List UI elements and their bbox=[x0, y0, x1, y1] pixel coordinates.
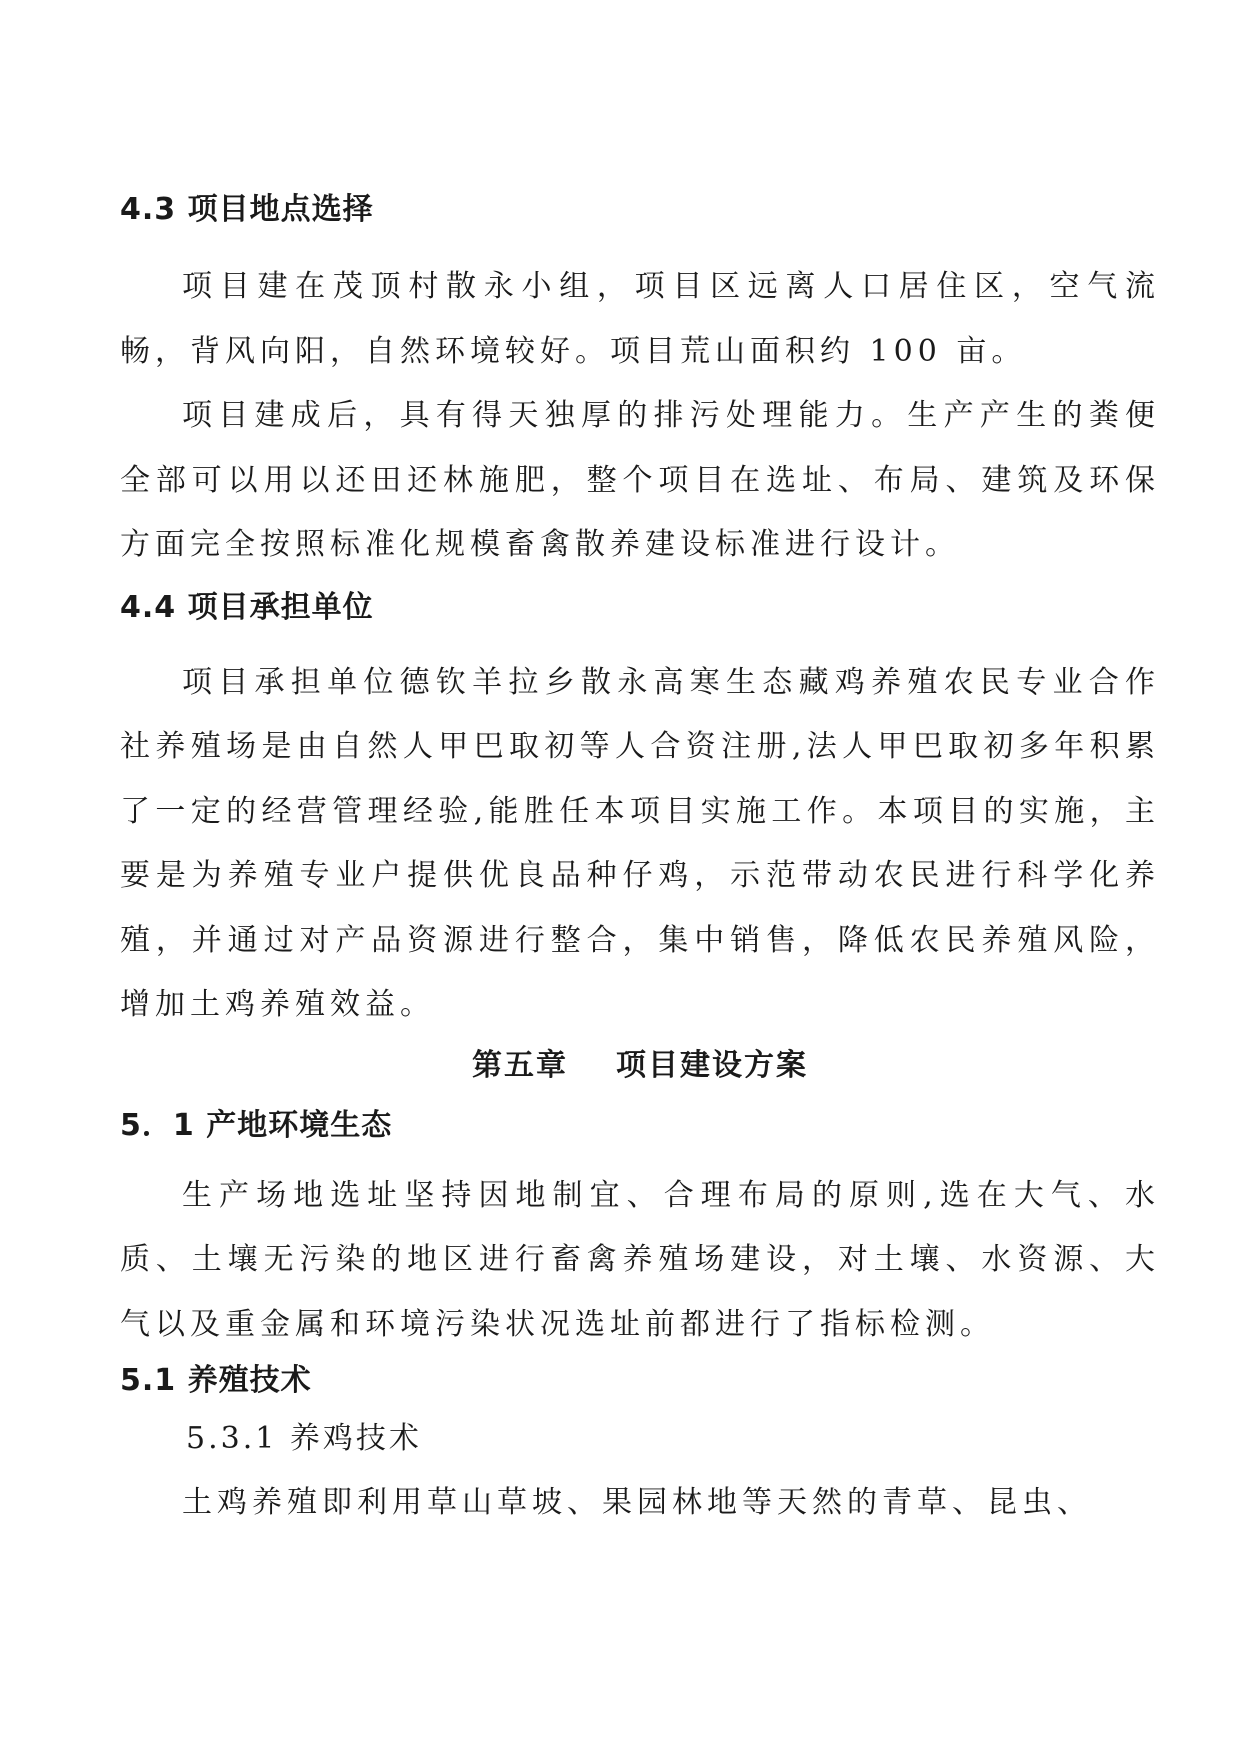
document-page bbox=[120, 188, 1160, 1536]
section-heading-4-3: 4.3 项目地点选择 bbox=[120, 192, 374, 227]
chapter-title bbox=[120, 1044, 1160, 1088]
chapter-name: 项目建设方案 bbox=[616, 1047, 808, 1083]
paragraph: 项目建成后，具有得天独厚的排污处理能力。生产产生的粪便全部可以用以还田还林施肥，整个项目在选址、布局、建筑及环保方面完全按照标准化规模畜禽散养建设标准进行设计。 bbox=[120, 398, 1160, 562]
paragraph: 项目建在茂顶村散永小组，项目区远离人口居住区，空气流畅，背风向阳，自然环境较好。项目荒山面积约 100 亩。 bbox=[120, 269, 1160, 369]
section-heading-5-1-environment: 5．1 产地环境生态 bbox=[120, 1107, 393, 1143]
paragraph: 项目承担单位德钦羊拉乡散永高寒生态藏鸡养殖农民专业合作社养殖场是由自然人甲巴取初等人合资注册,法人甲巴取初多年积累了一定的经营管理经验,能胜任本项目实施工作。本项目的实施，主要是为养殖专业户提供优良品种仔鸡，示范带动农民进行科学化养殖，并通过对产品资源进行整合，集中销售，降低农民养殖风险，增加土鸡养殖效益。 bbox=[120, 664, 1160, 1022]
chapter-number: 第五章 bbox=[472, 1047, 568, 1083]
paragraph: 生产场地选址坚持因地制宜、合理布局的原则,选在大气、水质、土壤无污染的地区进行畜禽养殖场建设，对土壤、水资源、大气以及重金属和环境污染状况选址前都进行了指标检测。 bbox=[120, 1177, 1160, 1342]
paragraph: 土鸡养殖即利用草山草坡、果园林地等天然的青草、昆虫、 bbox=[182, 1485, 1092, 1520]
subsection-heading: 5.3.1 养鸡技术 bbox=[186, 1421, 422, 1456]
section-heading-5-1-techniques: 5.1 养殖技术 bbox=[120, 1363, 312, 1398]
section-heading-4-4: 4.4 项目承担单位 bbox=[120, 589, 374, 625]
